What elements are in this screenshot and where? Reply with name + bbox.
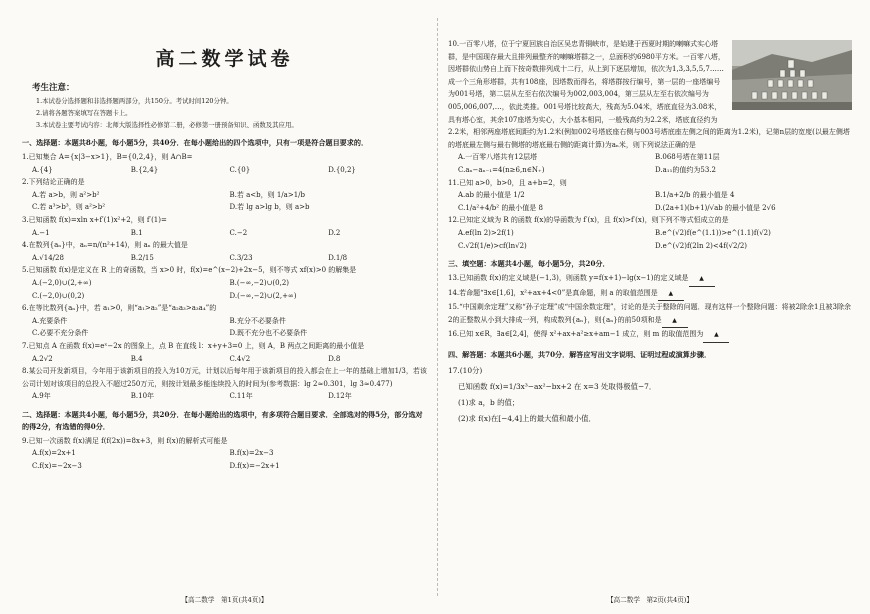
- fill-question-16: [448, 328, 852, 343]
- question-1: [22, 151, 427, 176]
- option: A.(−2,0)∪(2,+∞): [32, 278, 92, 287]
- option-list: [22, 315, 427, 340]
- option: B.1/a+2/b 的最小值是 4: [655, 191, 735, 200]
- option: C.4√2: [229, 354, 251, 363]
- option-list: [22, 252, 427, 265]
- question-stem: 12.已知定义域为 R 的函数 f(x)的导函数为 f′(x)，且 f(x)>f′(x)，则下列不等式恒成立的是: [448, 216, 729, 225]
- option: A.9年: [32, 392, 51, 401]
- question-part: (1)求 a，b 的值；: [458, 398, 520, 408]
- question-stem: 16.已知 x∈R，∃a∈[2,4]，使得 x²+ax+a²≥x+am−1 成立，则 m 的取值范围为: [448, 330, 704, 339]
- section-1-heading: 一、选择题：本题共8小题，每小题5分，共40分．在每小题给出的四个选项中，只有一项是符合题目要求的．: [22, 138, 369, 147]
- question-list: [22, 151, 427, 403]
- option: A.ef(ln 2)>2f(1): [458, 228, 514, 237]
- option: B.若 a<b，则 1/a>1/b: [229, 190, 305, 199]
- option: D.若 lg a>lg b，则 a>b: [229, 203, 310, 212]
- option: A.2√2: [32, 354, 53, 363]
- question-2: [22, 176, 427, 214]
- question-4: [22, 239, 427, 264]
- option: D.2: [328, 228, 341, 237]
- option: C.f(x)=−2x−3: [32, 462, 82, 471]
- notice-list: [36, 95, 427, 131]
- option: B.068号塔在第11层: [655, 153, 720, 162]
- option-list: [22, 277, 427, 302]
- question-stem: 8.某公司开发新项目，今年用于该新项目的投入为10万元，计划以后每年用于该新项目的投入都会在上一年的基础上增加1/3，若该公司计划对该项目的总投入不超过250万元，则按计划最多能连续投入的时间为(参考数据：lg 2≈0.301，lg 3≈0.477): [22, 367, 427, 388]
- page-2-footer: 【高二数学 第2页(共4页)】: [606, 596, 694, 604]
- option: C.aₙ−aₙ₋₁=4(n≥6,n∈N₊): [458, 165, 545, 174]
- question-stem: 15.“中国剩余定理”又称“孙子定理”或“中国余数定理”，讨论的是关于整除的问题．现有这样一个整除问题：将被2除余1且被3除余2的正整数从小到大排成一列，构成数列{aₙ}，则{aₙ}的前50项和是: [448, 303, 851, 324]
- question-stem: 5.已知函数 f(x)是定义在 R 上的奇函数，当 x>0 时，f(x)=e^(x−2)+2x−5，则不等式 xf(x)>0 的解集是: [22, 266, 357, 275]
- option: D.f(x)=−2x+1: [229, 462, 280, 471]
- option: D.(2a+1)(b+1)/√ab 的最小值是 2√6: [655, 203, 776, 212]
- question-stem: 13.已知函数 f(x)的定义域是(−1,3)，则函数 y=f(x+1)−lg(x−1)的定义域是: [448, 274, 689, 283]
- option: C.{0}: [229, 165, 251, 174]
- option: D.(−∞,−2)∪(2,+∞): [229, 291, 297, 300]
- option: A.若 a>b，则 a²>b²: [32, 190, 100, 199]
- answer-blank: ▲: [703, 329, 729, 343]
- option: B.(−∞,−2)∪(0,2): [229, 278, 290, 287]
- page-divider: [437, 18, 438, 596]
- option: B.1: [130, 228, 143, 237]
- question-12: [448, 214, 852, 252]
- option: C.√2f(1/e)>cf(ln√2): [458, 241, 527, 250]
- question-head: 17.(10分): [448, 366, 483, 376]
- question-stem: 7.已知点 A 在函数 f(x)=eˣ−2x 的图象上，点 B 在直线 l：x+y+3=0 上，则 A，B 两点之间距离的最小值是: [22, 341, 365, 350]
- question-stem: 14.若命题“∃x∈[1,6]，x²+ax+4<0”是真命题，则 a 的取值范围是: [448, 288, 658, 297]
- option-list: [22, 353, 427, 366]
- option: C.若 a³>b³，则 a²>b²: [32, 203, 106, 212]
- page-1: [22, 0, 427, 614]
- question-stem: 3.已知函数 f(x)=xln x+f′(1)x²+2，则 f′(1)=: [22, 215, 167, 224]
- question-stem: 10.一百零八塔，位于宁夏回族自治区吴忠青铜峡市，是始建于西夏时期的喇嘛式实心塔群，是中国现存最大且排列最整齐的喇嘛塔群之一，总面积约6980平方米。一百零八塔，因塔群依山势自上而下按奇数排列成十二行，从上到下逐层增加，依次为1,3,3,5,5,7……成一个三角形塔群，共有108座，因塔数而得名，将塔群按行编号，第一层的一座塔编号为001号塔，第二层从左至右依次编号为002,003,004，第三层从左至右依次编号为005,006,007,…，依此类推。001号塔比较高大，残高为5.04米，塔底直径为3.08米，具有塔心室，其余107座塔为实心，大小基本相同，一般残高约为2.2米，塔底直径约为2.2米，相邻两座塔底间距约为1.2米(例如002号塔底座右侧与003号塔底座左侧之间的距离为1.2米)，记第n层的宽度(以最左侧塔的塔底最左侧与最右侧塔的塔底最右侧的距离计算)为aₙ米，则下列说法正确的是: [448, 40, 850, 149]
- option: B.{2,4}: [130, 165, 159, 174]
- page-1-footer: 【高二数学 第1页(共4页)】: [181, 596, 268, 604]
- question-stem: 11.已知 a>0，b>0，且 a+b=2，则: [448, 178, 567, 187]
- notice-item: 1.本试卷分选择题和非选择题两部分，共150分。考试时间120分钟。: [36, 97, 233, 105]
- option: D.a₁₁的值约为53.2: [655, 165, 716, 174]
- question-17: [448, 363, 852, 427]
- question-stem: 6.在等比数列{aₙ}中，若 a₁>0，则“a₁>a₂”是“a₂a₃>a₃a₄”的: [22, 304, 217, 313]
- answer-blank: ▲: [658, 288, 684, 302]
- question-10: [448, 38, 852, 177]
- option: A.√14/28: [32, 253, 64, 262]
- section-4-heading: 四、解答题：本题共6小题，共70分．解答应写出文字说明、证明过程或演算步骤．: [448, 350, 712, 360]
- option: B.10年: [130, 392, 155, 401]
- option: D.e^(√2)f(2ln 2)<4f(√2/2): [655, 241, 748, 250]
- fill-blank-list: [448, 272, 852, 343]
- question-5: [22, 264, 427, 302]
- option: C.1/a²+4/b² 的最小值是 8: [458, 203, 543, 212]
- option: B.充分不必要条件: [229, 316, 286, 325]
- option: C.必要不充分条件: [32, 329, 89, 338]
- question-8: [22, 365, 427, 403]
- question-3: [22, 214, 427, 239]
- answer-blank: ▲: [689, 273, 715, 287]
- option-list: [448, 189, 852, 214]
- option: A.f(x)=2x+1: [32, 449, 76, 458]
- option-list: [22, 390, 427, 403]
- question-7: [22, 340, 427, 365]
- option: B.e^(√2)f(e^(1.1))>e^(1.1)f(√2): [655, 228, 771, 237]
- option-list: [22, 164, 427, 177]
- section-3-heading: 三、填空题：本题共4小题，每小题5分，共20分．: [448, 259, 610, 269]
- option-list: [22, 447, 427, 472]
- option: B.4: [130, 354, 143, 363]
- question-stem: 已知函数 f(x)=1/3x³−ax²−bx+2 在 x=3 处取得极值−7．: [458, 382, 657, 392]
- notice-heading: 考生注意：: [32, 83, 75, 93]
- option: D.12年: [328, 392, 352, 401]
- fill-question-14: [448, 287, 852, 302]
- page-2: [448, 0, 852, 614]
- option: C.(−2,0)∪(0,2): [32, 291, 85, 300]
- option: D.1/8: [328, 253, 348, 262]
- option: C.3/23: [229, 253, 253, 262]
- option: D.{0,2}: [328, 165, 356, 174]
- option: A.ab 的最小值是 1/2: [458, 191, 525, 200]
- option: A.{4}: [32, 165, 53, 174]
- question-stem: 2.下列结论正确的是: [22, 178, 85, 187]
- option: D.8: [328, 354, 341, 363]
- option: A.一百零八塔共有12层塔: [458, 153, 538, 162]
- option: C.−2: [229, 228, 248, 237]
- pagoda-photo-icon: [732, 40, 852, 110]
- question-stem: 4.在数列{aₙ}中，aₙ=n/(n²+14)，则 aₙ 的最大值是: [22, 241, 188, 250]
- option-list: [22, 189, 427, 214]
- option: B.2/15: [130, 253, 154, 262]
- question-part: (2)求 f(x)在[−4,4]上的最大值和最小值．: [458, 414, 596, 424]
- answer-blank: ▲: [662, 315, 688, 329]
- question-9: [22, 435, 427, 473]
- fill-question-13: [448, 272, 852, 287]
- notice-item: 3.本试卷主要考试内容：北师大版选择性必修第二册，必修第一册预备知识、函数及其应用。: [36, 121, 298, 129]
- question-stem: 9.已知一次函数 f(x)满足 f(f(2x))=8x+3，则 f(x)的解析式可能是: [22, 436, 228, 445]
- exam-title: 高二数学试卷: [155, 48, 294, 70]
- section-2-heading: 二、选择题：本题共4小题，每小题5分，共20分．在每小题给出的选项中，有多项符合题目要求．全部选对的得5分，部分选对的得2分，有选错的得0分．: [22, 409, 423, 431]
- fill-question-15: [448, 301, 852, 328]
- notice-item: 2.请将各题答案填写在答题卡上。: [36, 109, 132, 117]
- option: C.11年: [229, 392, 253, 401]
- option: A.−1: [32, 228, 50, 237]
- question-6: [22, 302, 427, 340]
- question-stem: 1.已知集合 A={x|3−x>1}，B={0,2,4}，则 A∩B=: [22, 153, 193, 161]
- option-list: [448, 151, 852, 176]
- option-list: [448, 227, 852, 252]
- option: B.f(x)=2x−3: [229, 449, 274, 458]
- option: A.充要条件: [32, 316, 68, 325]
- option-list: [22, 227, 427, 240]
- option: D.既不充分也不必要条件: [229, 329, 308, 338]
- question-11: [448, 177, 852, 215]
